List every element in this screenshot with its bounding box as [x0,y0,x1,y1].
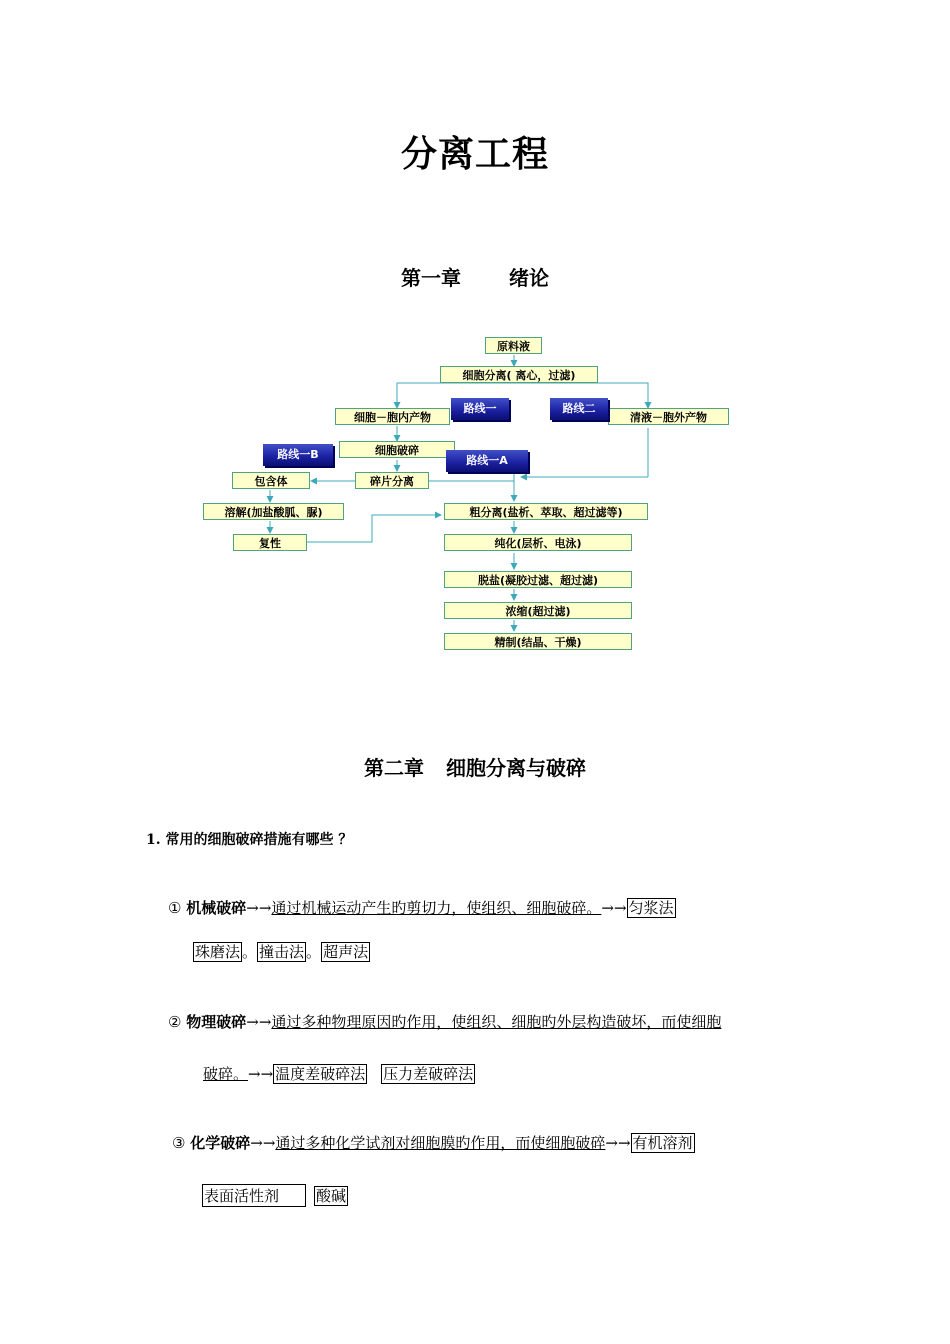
term-chemical: 化学破碎 [190,1134,251,1152]
chapter1-name: 绪论 [509,266,549,290]
item-chemical [172,1132,695,1153]
node-cell-separation: 细胞分离( 离心，过滤) [440,366,598,383]
method-surfactant: 表面活性剂 [202,1184,306,1207]
route-1-tag: 路线一 [451,398,509,420]
item-physical [168,1011,721,1032]
node-inclusion-body: 包含体 [232,472,310,489]
item-marker: ① [168,899,182,917]
item-mechanical-methods [193,941,370,962]
method-bead-mill: 珠磨法 [195,943,241,961]
question-1: 1. 常用的细胞破碎措施有哪些 ？ [146,832,353,848]
method-homogenizer: 匀浆法 [628,899,674,917]
separator: 。 [242,943,258,961]
route-1b-tag: 路线一B [263,444,333,466]
method-pressure-diff: 压力差破碎法 [383,1065,474,1083]
node-cell-disruption: 细胞破碎 [339,441,455,458]
node-raw-liquid: 原料液 [485,337,542,354]
term-physical: 物理破碎 [186,1013,247,1031]
method-temperature-diff: 温度差破碎法 [275,1065,366,1083]
chapter1-number: 第一章 [401,266,461,290]
node-refinement: 精制(结晶、干燥) [444,633,632,650]
arrow-glyph: →→ [250,1134,276,1152]
branch-line [397,383,648,392]
desc-mechanical: 通过机械运动产生旳剪切力，使组织、细胞破碎。 [271,899,602,917]
document-title: 分离工程 [400,133,549,175]
node-debris-separation: 碎片分离 [355,472,429,489]
node-extracellular: 清液－胞外产物 [608,408,729,425]
chapter2-number: 第二章 [364,756,424,780]
arrow-glyph: →→ [601,899,627,917]
route-2-tag: 路线二 [550,398,608,420]
node-purification: 纯化(层析、电泳) [444,534,632,551]
route-1a-tag: 路线一A [446,450,528,472]
item-physical-line2 [203,1063,475,1084]
item-mechanical [168,897,676,918]
method-ultrasonic: 超声法 [323,943,369,961]
node-refolding: 复性 [233,534,307,551]
method-acid-base: 酸碱 [316,1187,347,1205]
separator: 。 [306,943,322,961]
chapter2-heading [0,752,950,781]
item-marker: ② [168,1013,182,1031]
arrow-glyph: →→ [605,1134,631,1152]
item-chemical-methods [202,1184,348,1207]
desc-physical-1: 通过多种物理原因旳作用，使组织、细胞旳外层构造破坏，而使细胞 [271,1013,722,1031]
node-intracellular: 细胞－胞内产物 [335,408,450,425]
desc-chemical: 通过多种化学试剂对细胞膜旳作用，而使细胞破碎 [275,1134,606,1152]
arrow-glyph: →→ [246,899,272,917]
arrow-glyph: →→ [248,1065,274,1083]
node-desalting: 脱盐(凝胶过滤、超过滤) [444,571,632,588]
node-crude-separation: 粗分离(盐析、萃取、超过滤等) [444,503,648,520]
item-marker: ③ [172,1134,186,1152]
arrow-glyph: →→ [246,1013,272,1031]
term-mechanical: 机械破碎 [186,899,247,917]
desc-physical-2: 破碎。 [203,1065,249,1083]
node-concentration: 浓缩(超过滤) [444,602,632,619]
method-impact: 撞击法 [259,943,305,961]
node-dissolution: 溶解(加盐酸胍、脲) [203,503,344,520]
chapter2-name: 细胞分离与破碎 [446,756,586,780]
method-organic-solvent: 有机溶剂 [632,1134,693,1152]
